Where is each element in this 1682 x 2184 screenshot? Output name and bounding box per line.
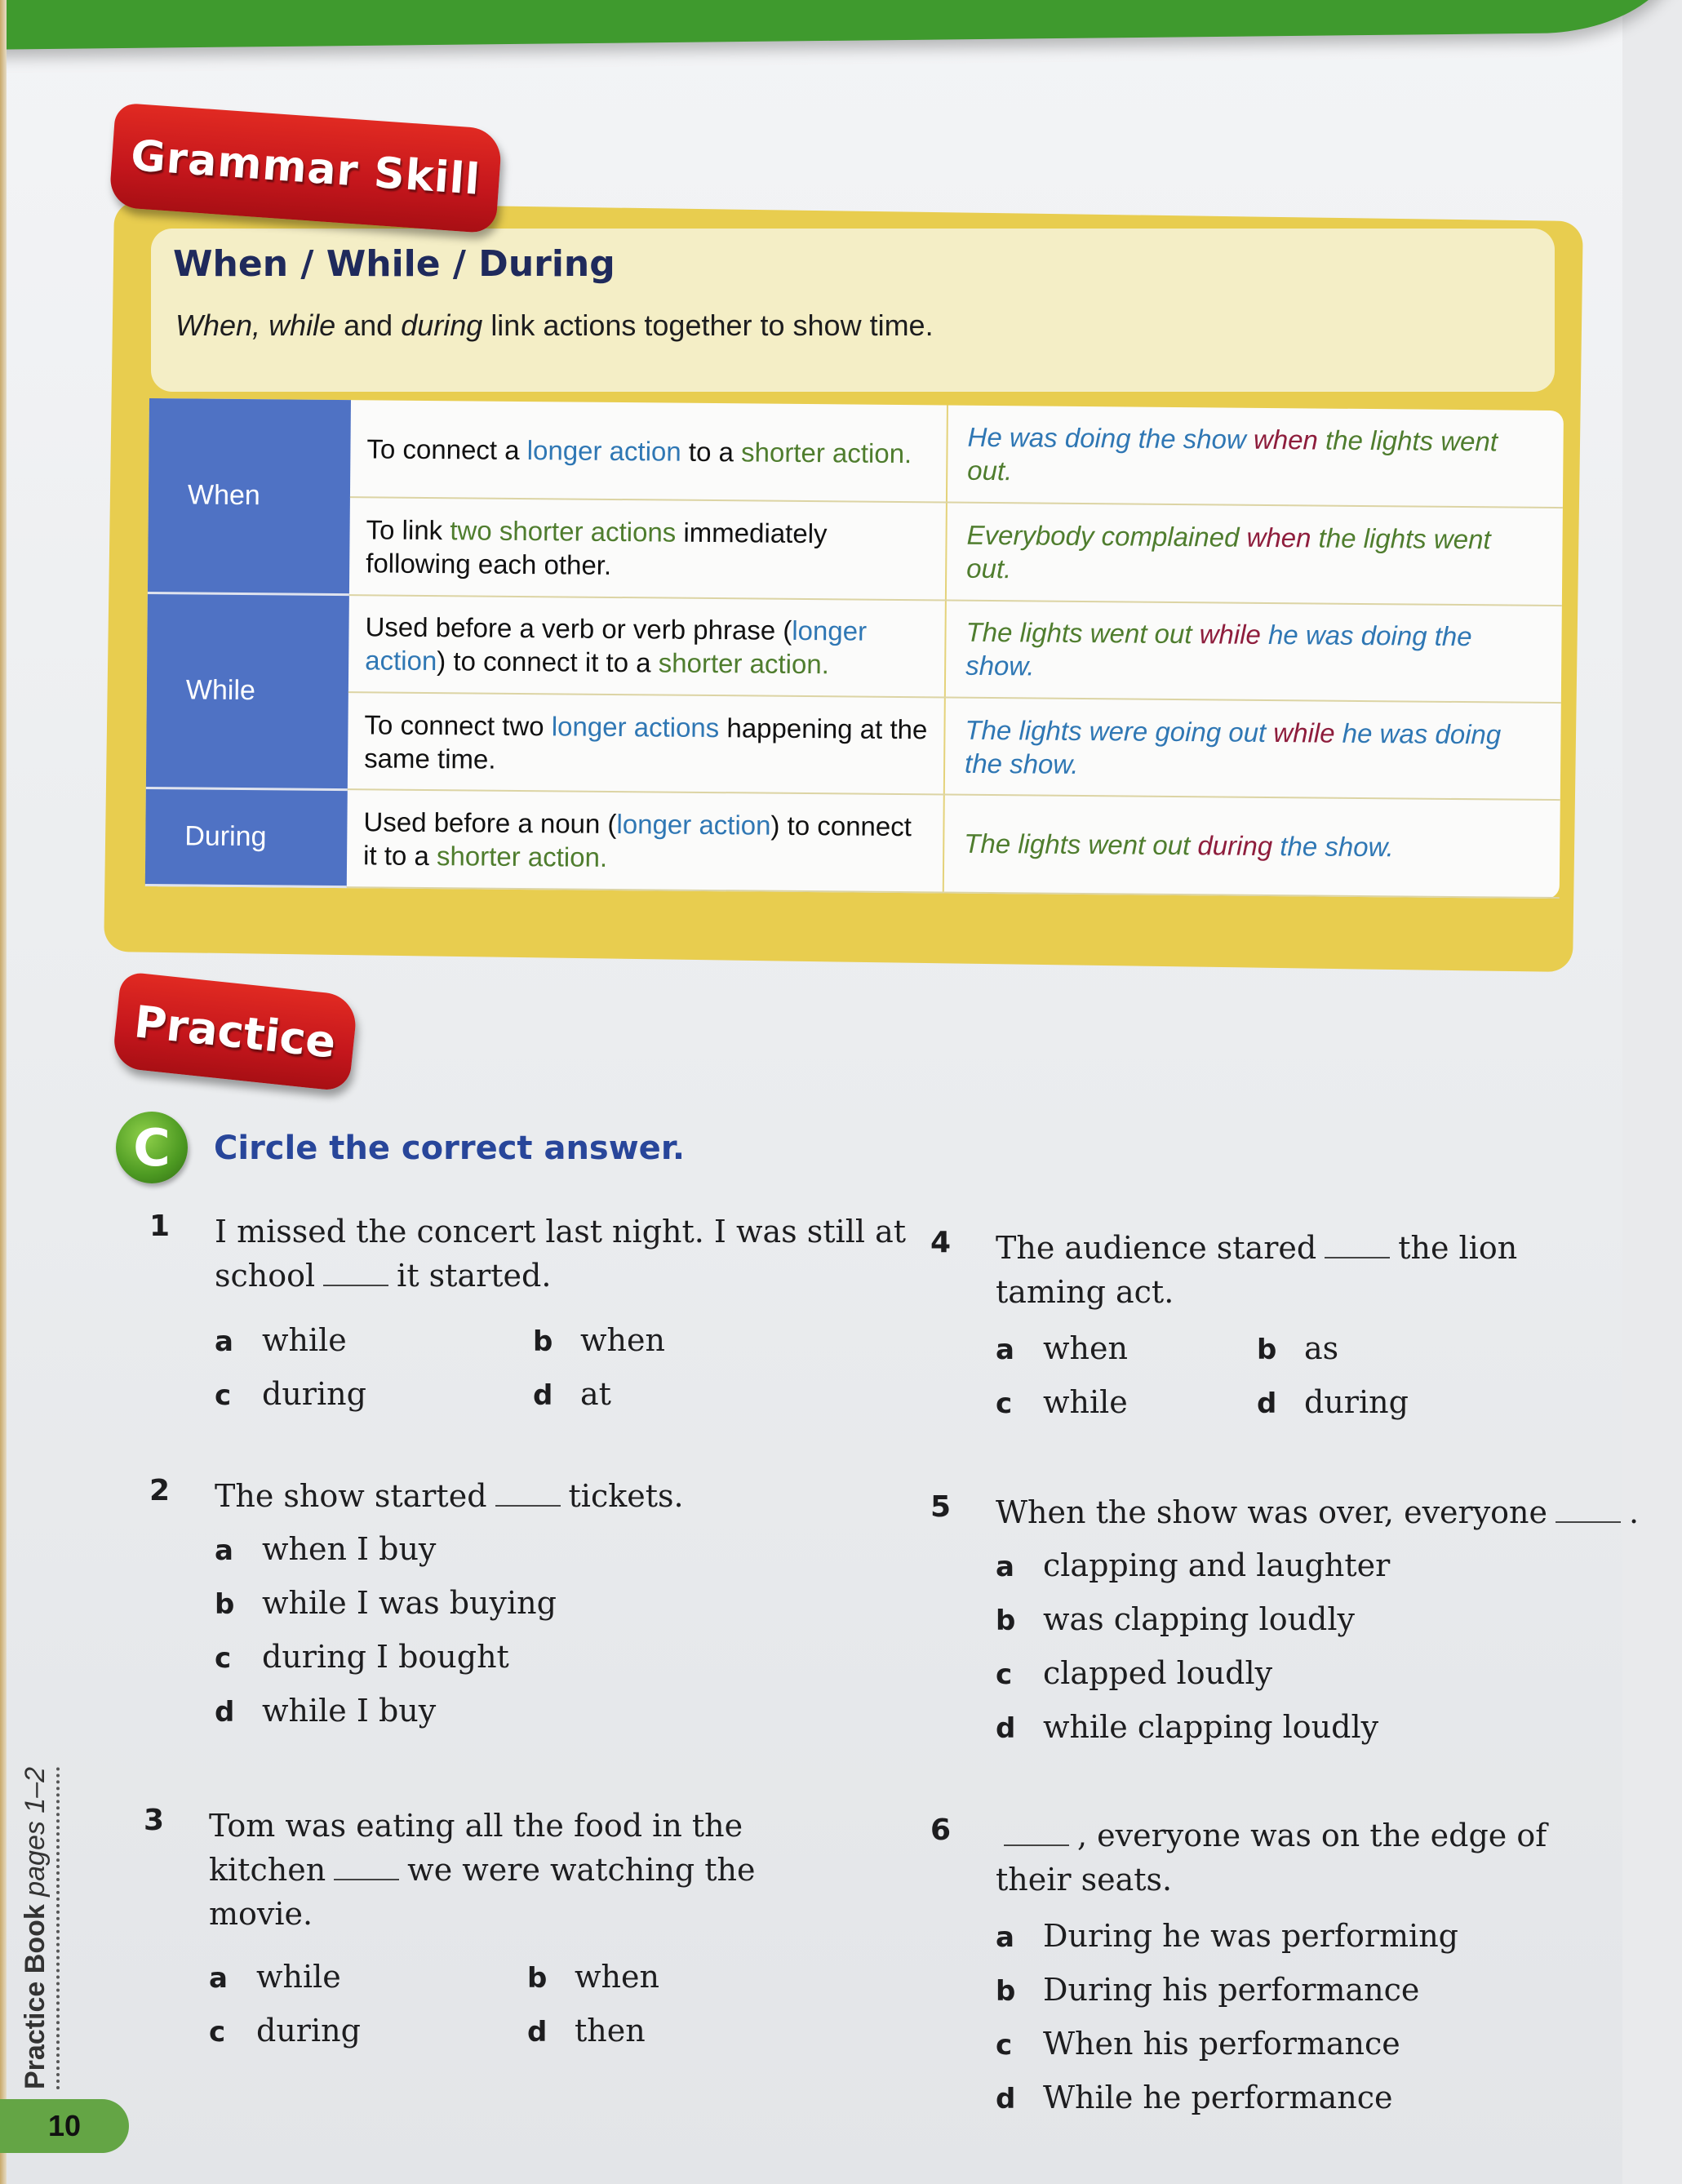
question-number: 4 — [930, 1226, 952, 1259]
question-number: 1 — [149, 1210, 171, 1243]
option-text: clapped loudly — [1043, 1655, 1273, 1691]
top-green-band — [0, 0, 1682, 50]
answer-option-c[interactable] — [996, 2026, 1400, 2062]
rule-header-when: When — [148, 398, 351, 595]
description-segment: longer action — [616, 808, 771, 841]
question-stem — [215, 1474, 933, 1518]
option-letter: d — [533, 1379, 553, 1412]
grammar-rules-table — [145, 398, 1564, 899]
example-segment: he was doing the show. — [965, 619, 1472, 681]
description-segment: ) to connect it to a — [437, 646, 659, 678]
answer-option-c[interactable] — [215, 1376, 366, 1412]
option-text: While he performance — [1043, 2080, 1393, 2115]
description-segment: ) to connect it to a — [362, 810, 912, 871]
description-segment: shorter action. — [658, 647, 830, 680]
rule-example — [946, 503, 1563, 606]
option-text: clapping and laughter — [1043, 1547, 1391, 1583]
option-text: When his performance — [1043, 2026, 1400, 2062]
option-letter: a — [996, 1921, 1014, 1954]
option-letter: a — [996, 1334, 1014, 1366]
answer-option-a[interactable] — [215, 1531, 436, 1567]
answer-option-c[interactable] — [996, 1655, 1272, 1691]
option-text: when I buy — [262, 1531, 437, 1567]
option-letter: a — [209, 1962, 228, 1995]
stem-after: the lion taming act. — [996, 1230, 1518, 1310]
description-segment: longer action — [365, 615, 868, 677]
answer-option-c[interactable] — [209, 2013, 361, 2049]
rule-header-while: While — [146, 593, 349, 790]
option-letter: b — [527, 1962, 548, 1995]
example-segment: He was doing the show — [967, 421, 1254, 455]
answer-option-b[interactable] — [527, 1959, 659, 1995]
answer-option-b[interactable] — [533, 1322, 665, 1358]
answer-option-c[interactable] — [996, 1384, 1128, 1420]
example-segment: when — [1246, 522, 1319, 553]
answer-blank[interactable] — [1325, 1232, 1390, 1258]
option-text: then — [575, 2013, 646, 2049]
intro-and: and — [344, 309, 393, 342]
stem-after: we were watching the movie. — [209, 1852, 756, 1932]
answer-option-a[interactable] — [996, 1547, 1390, 1583]
option-text: during I bought — [262, 1639, 509, 1675]
description-segment: to a — [681, 436, 742, 467]
description-segment: Used before a verb or verb phrase ( — [365, 611, 792, 646]
description-segment: To connect a — [366, 433, 527, 465]
option-letter: d — [996, 2083, 1016, 2115]
answer-option-d[interactable] — [1257, 1384, 1409, 1420]
answer-option-b[interactable] — [1257, 1330, 1338, 1366]
option-text: during — [1304, 1384, 1409, 1420]
description-segment: shorter action. — [436, 840, 608, 872]
side-label-bold: Practice Book — [20, 1904, 51, 2089]
rule-example — [943, 795, 1560, 898]
rule-row-during — [145, 788, 1560, 897]
answer-option-b[interactable] — [996, 1972, 1419, 2008]
exercise-instruction: Circle the correct answer. — [214, 1130, 686, 1167]
description-segment: longer actions — [551, 710, 720, 743]
question-number: 3 — [144, 1804, 165, 1837]
rule-example — [947, 406, 1564, 508]
practice-banner: Practice — [112, 971, 359, 1092]
option-letter: b — [533, 1325, 553, 1358]
answer-blank[interactable] — [334, 1854, 399, 1880]
question-number: 6 — [930, 1813, 952, 1847]
question-stem — [209, 1804, 829, 1936]
rule-description — [347, 789, 944, 892]
example-segment: he was doing the show. — [964, 717, 1502, 779]
option-text: while — [1043, 1384, 1128, 1420]
practice-book-reference — [20, 1767, 60, 2089]
answer-option-a[interactable] — [996, 1918, 1458, 1954]
example-segment: The lights were going out — [965, 714, 1274, 748]
exercise-c-badge-icon: C — [116, 1112, 188, 1183]
example-segment: while — [1273, 717, 1342, 748]
option-letter: c — [996, 1387, 1013, 1420]
option-text: when — [1043, 1330, 1128, 1366]
stem-before: The audience stared — [996, 1230, 1317, 1266]
grammar-skill-banner: Grammar Skill — [109, 103, 503, 234]
answer-option-c[interactable] — [215, 1639, 509, 1675]
option-text: while — [256, 1959, 341, 1995]
rule-row-while — [147, 593, 1562, 703]
question-stem — [215, 1210, 933, 1298]
question-stem — [996, 1813, 1616, 1902]
question-number: 2 — [149, 1474, 171, 1507]
intro-word-when: When, — [175, 309, 261, 342]
stem-before: The show started — [215, 1478, 487, 1514]
answer-option-d[interactable] — [527, 2013, 646, 2049]
option-text: during — [262, 1376, 366, 1412]
page-edge — [0, 0, 7, 2184]
intro-word-while: while — [268, 309, 336, 342]
rule-example — [944, 697, 1561, 800]
stem-after: tickets. — [568, 1478, 684, 1514]
answer-option-d[interactable] — [996, 2080, 1392, 2115]
example-segment: the show. — [1280, 831, 1394, 863]
option-letter: a — [996, 1551, 1014, 1583]
answer-blank[interactable] — [1004, 1820, 1069, 1846]
option-letter: a — [215, 1325, 233, 1358]
rule-row-when — [148, 495, 1563, 605]
option-text: as — [1304, 1330, 1339, 1366]
option-letter: a — [215, 1534, 233, 1567]
option-letter: c — [996, 2029, 1013, 2062]
intro-word-during: during — [401, 309, 483, 342]
example-segment: the lights went out. — [967, 424, 1498, 486]
grammar-intro-text — [175, 309, 934, 343]
option-text: during — [256, 2013, 361, 2049]
answer-option-d[interactable] — [215, 1693, 436, 1729]
rule-row-when — [149, 398, 1564, 508]
question-stem — [996, 1226, 1616, 1314]
option-text: During his performance — [1043, 1972, 1420, 2008]
description-segment: two shorter actions — [450, 515, 677, 548]
answer-option-b[interactable] — [996, 1601, 1355, 1637]
option-text: was clapping loudly — [1043, 1601, 1355, 1637]
option-letter: c — [215, 1379, 232, 1412]
description-segment: To connect two — [364, 708, 552, 741]
description-segment: To link — [366, 514, 450, 546]
option-text: while I was buying — [262, 1585, 557, 1621]
example-segment: when — [1253, 424, 1326, 455]
option-letter: c — [215, 1642, 232, 1675]
rule-description — [350, 400, 948, 503]
example-segment: while — [1199, 619, 1269, 650]
rule-example — [945, 600, 1562, 703]
rule-row-while — [146, 690, 1561, 800]
option-letter: d — [996, 1712, 1016, 1745]
answer-option-d[interactable] — [533, 1376, 611, 1412]
option-letter: b — [1257, 1334, 1277, 1366]
option-letter: c — [996, 1658, 1013, 1691]
option-text: while — [262, 1322, 347, 1358]
option-letter: b — [996, 1605, 1016, 1637]
option-letter: d — [527, 2016, 548, 2049]
rule-description — [348, 595, 946, 698]
answer-option-b[interactable] — [215, 1585, 557, 1621]
answer-option-a[interactable] — [209, 1959, 341, 1995]
option-letter: c — [209, 2016, 226, 2049]
page-number: 10 — [0, 2099, 129, 2153]
option-letter: d — [215, 1696, 235, 1729]
option-letter: b — [996, 1975, 1016, 2008]
option-text: when — [575, 1959, 659, 1995]
stem-after: . — [1629, 1494, 1640, 1530]
side-label-italic: pages 1–2 — [20, 1766, 51, 1897]
description-segment: happening at the same time. — [364, 712, 928, 775]
answer-blank[interactable] — [323, 1260, 388, 1286]
option-text: while clapping loudly — [1043, 1709, 1379, 1745]
stem-after: it started. — [397, 1258, 552, 1294]
option-letter: b — [215, 1588, 235, 1621]
answer-blank[interactable] — [1556, 1497, 1621, 1523]
answer-blank[interactable] — [495, 1480, 561, 1507]
answer-option-d[interactable] — [996, 1709, 1378, 1745]
example-segment: Everybody complained — [966, 519, 1247, 553]
question-stem — [996, 1490, 1649, 1534]
description-segment: shorter action. — [740, 436, 912, 468]
grammar-title: When / While / During — [173, 243, 615, 285]
option-text: During he was performing — [1043, 1918, 1459, 1954]
description-segment: immediately following each other. — [366, 517, 828, 580]
stem-after: , everyone was on the edge of their seats. — [996, 1818, 1547, 1898]
rule-description — [349, 497, 947, 600]
option-text: at — [580, 1376, 611, 1412]
example-segment: The lights went out — [965, 616, 1200, 650]
description-segment: Used before a noun ( — [363, 806, 617, 839]
answer-option-a[interactable] — [215, 1322, 347, 1358]
question-number: 5 — [930, 1490, 952, 1524]
description-segment: longer action — [526, 434, 681, 467]
example-segment: during — [1197, 830, 1280, 862]
option-text: when — [580, 1322, 665, 1358]
answer-option-a[interactable] — [996, 1330, 1128, 1366]
stem-before: When the show was over, everyone — [996, 1494, 1548, 1530]
rule-header-during: During — [145, 788, 348, 886]
stem-before: Tom was eating all the food in the kitchen — [209, 1808, 743, 1888]
option-text: while I buy — [262, 1693, 437, 1729]
rule-description — [348, 692, 945, 795]
example-segment: The lights went out — [964, 828, 1198, 861]
option-letter: d — [1257, 1387, 1277, 1420]
stem-before: I missed the concert last night. I was still at school — [215, 1214, 907, 1294]
intro-rest: link actions together to show time. — [490, 309, 934, 342]
example-segment: the lights went out. — [966, 522, 1491, 584]
